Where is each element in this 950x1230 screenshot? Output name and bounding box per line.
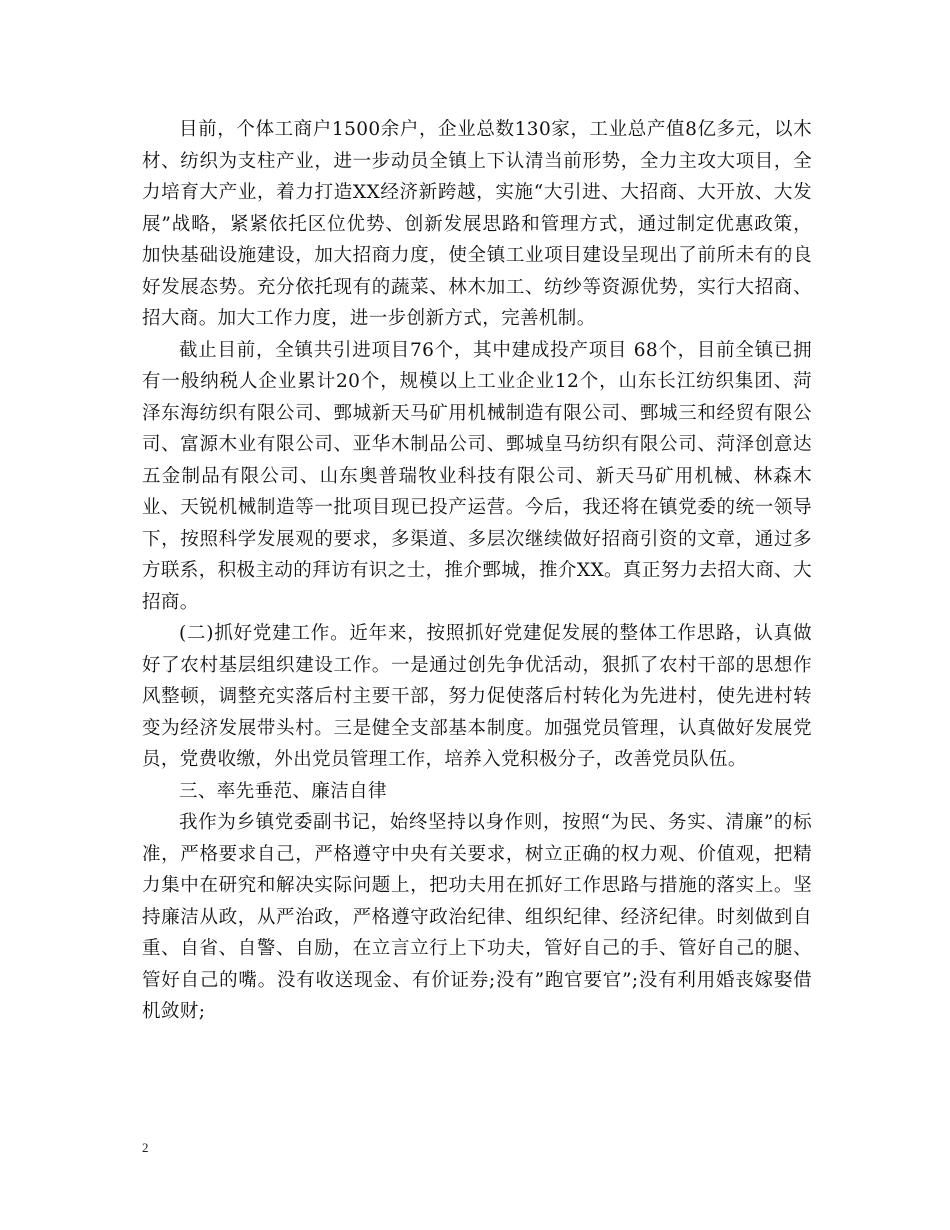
paragraph-party-building: (二)抓好党建工作。近年来，按照抓好党建促发展的整体工作思路，认真做好了农村基层组织建设工作。一是通过创先争优活动，狠抓了农村干部的思想作风整顿，调整充实落后村主要干部，努力促使落后村转化为先进村，使先进村转变为经济发展带头村。三是健全支部基本制度。加强党员管理，认真做好发展党员，党费收缴，外出党员管理工作，培养入党积极分子，改善党员队伍。 <box>142 623 812 770</box>
paragraph-integrity: 我作为乡镇党委副书记，始终坚持以身作则，按照“为民、务实、清廉”的标准，严格要求自己，严格遵守中央有关要求，树立正确的权力观、价值观，把精力集中在研究和解决实际问题上，把功夫用在抓好工作思路与措施的落实上。坚持廉洁从政，从严治政，严格遵守政治纪律、组织纪律、经济纪律。时刻做到自重、自省、自警、自励，在立言立行上下功夫，管好自己的手、管好自己的腿、管好自己的嘴。没有收送现金、有价证券;没有”跑官要官”;没有利用婚丧嫁娶借机敛财; <box>142 812 812 1022</box>
paragraph-industry-overview: 目前，个体工商户1500余户，企业总数130家，工业总产值8亿多元，以木材、纺织为支柱产业，进一步动员全镇上下认清当前形势，全力主攻大项目，全力培育大产业，着力打造XX经济新跨越，实施“大引进、大招商、大开放、大发展”战略，紧紧依托区位优势、创新发展思路和管理方式，通过制定优惠政策，加快基础设施建设，加大招商力度，使全镇工业项目建设呈现出了前所未有的良好发展态势。充分依托现有的蔬菜、林木加工、纺纱等资源优势，实行大招商、招大商。加大工作力度，进一步创新方式，完善机制。 <box>142 119 812 329</box>
section-heading-integrity: 三、率先垂范、廉洁自律 <box>179 780 387 802</box>
paragraph-investment-projects: 截止目前，全镇共引进项目76个，其中建成投产项目 68个，目前全镇已拥有一般纳税人企业累计20个，规模以上工业企业12个，山东长江纺织集团、菏泽东海纺织有限公司、鄄城新天马矿用机械制造有限公司、鄄城三和经贸有限公司、富源木业有限公司、亚华木制品公司、鄄城皇马纺织有限公司、菏泽创意达五金制品有限公司、山东奥普瑞牧业科技有限公司、新天马矿用机械、林森木业、天锐机械制造等一批项目现已投产运营。今后，我还将在镇党委的统一领导下，按照科学发展观的要求，多渠道、多层次继续做好招商引资的文章，通过多方联系，积极主动的拜访有识之士，推介鄄城，推介XX。真正努力去招大商、大招商。 <box>142 339 812 613</box>
page-number: 2 <box>142 1140 149 1155</box>
body-text <box>142 114 812 1028</box>
